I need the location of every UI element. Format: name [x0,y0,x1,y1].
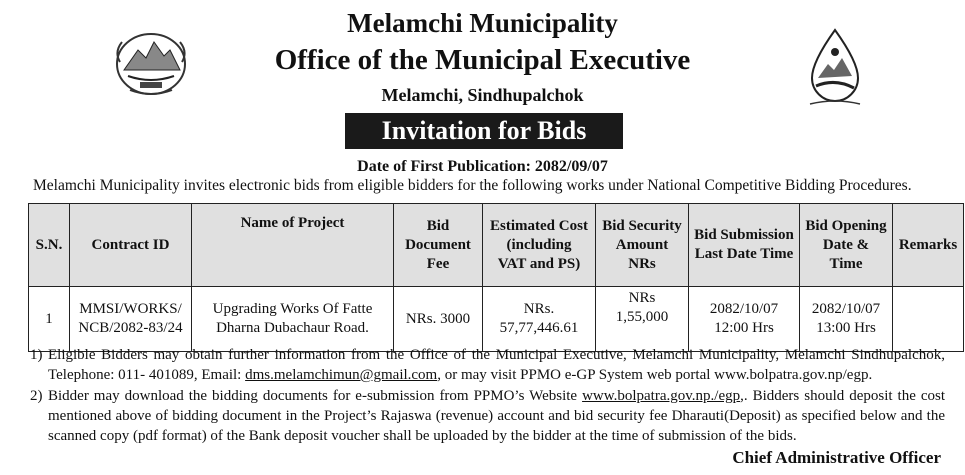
note-2: 2) Bidder may download the bidding documents for e-submission from PPMO’s Website www.bolpatra.gov.np./egp,. Bidders should deposit the cost mentioned above of bidding document in the Project’s Rajaswa (revenue) account and bid security fee Dharauti(Deposit) as specified below and the scanned copy (pdf format) of the Bank deposit voucher shall be uploaded by the bidder at the time of submission of the bids. [30,388,945,444]
bids-table [28,203,964,352]
header-opening: Bid Opening Date & Time [800,204,893,287]
bolpatra-link[interactable]: www.bolpatra.gov.np./egp [582,388,741,404]
municipality-logo [800,28,870,112]
cell-project: Upgrading Works Of Fatte Dharna Dubachaur Road. [192,287,394,352]
header-fee: Bid Document Fee [394,204,483,287]
invitation-banner: Invitation for Bids [345,113,623,149]
cell-fee: NRs. 3000 [394,287,483,352]
cell-bid-security: NRs 1,55,000 [596,287,689,352]
header-project: Name of Project [192,204,394,287]
table-header-row [29,204,964,287]
header-contract-id: Contract ID [70,204,192,287]
header-submission: Bid Submission Last Date Time [689,204,800,287]
municipality-name: Melamchi Municipality [347,8,618,38]
publication-date: Date of First Publication: 2082/09/07 [357,158,608,175]
cell-estimated-cost: NRs. 57,77,446.61 [483,287,596,352]
header-bid-security: Bid Security Amount NRs [596,204,689,287]
location-text: Melamchi, Sindhupalchok [381,85,584,105]
header-remarks: Remarks [893,204,964,287]
email-link[interactable]: dms.melamchimun@gmail.com [245,367,438,383]
header-estimated-cost: Estimated Cost (including VAT and PS) [483,204,596,287]
signature-title: Chief Administrative Officer [732,448,941,467]
cell-opening: 2082/10/07 13:00 Hrs [800,287,893,352]
note-1: 1) Eligible Bidders may obtain further information from the Office of the Municipal Executive, Melamchi Municipality, Melamchi Sindhupalchok, Telephone: 011- 401089, Email: dms.melamchimun@gmail.com, or may visit PPMO e-GP System web portal www.bolpatra.gov.np/egp. [30,347,945,383]
cell-submission: 2082/10/07 12:00 Hrs [689,287,800,352]
cell-remarks [893,287,964,352]
cell-contract-id: MMSI/WORKS/ NCB/2082-83/24 [70,287,192,352]
cell-sn: 1 [29,287,70,352]
office-title: Office of the Municipal Executive [274,44,691,76]
header-sn: S.N. [29,204,70,287]
table-row [29,287,964,352]
intro-text: Melamchi Municipality invites electronic bids from eligible bidders for the following works under National Competitive Bidding Procedures. [33,177,912,194]
